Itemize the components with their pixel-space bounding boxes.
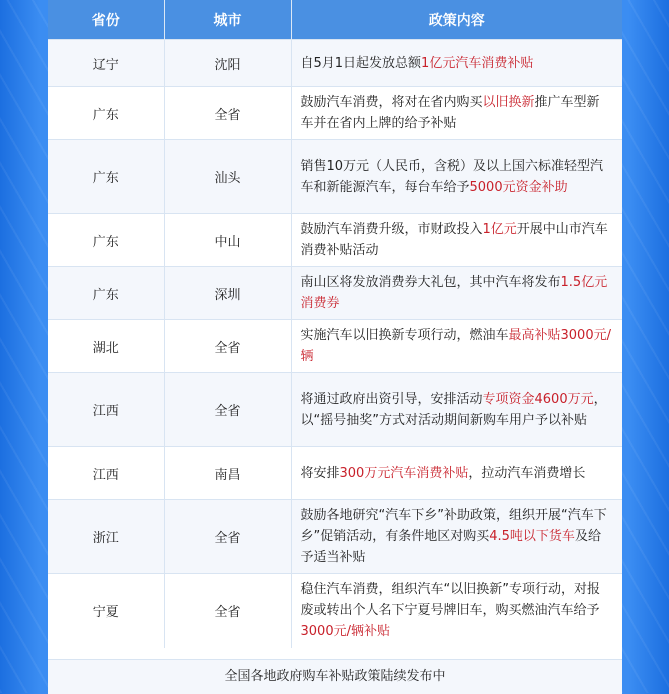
cell-city: 全省 bbox=[164, 574, 291, 648]
policy-highlight: 3000元/辆补贴 bbox=[300, 624, 390, 640]
table-row bbox=[48, 447, 622, 500]
cell-policy bbox=[291, 140, 622, 214]
policy-highlight: 以旧换新 bbox=[482, 95, 535, 110]
policy-highlight: 300万元汽车消费补贴 bbox=[339, 465, 469, 481]
cell-city: 深圳 bbox=[164, 267, 291, 320]
table-row bbox=[48, 87, 622, 140]
policy-highlight: 5000元资金补助 bbox=[469, 179, 568, 195]
table-row bbox=[48, 140, 622, 214]
cell-province: 江西 bbox=[48, 373, 164, 447]
cell-city: 全省 bbox=[164, 87, 291, 140]
table-row bbox=[48, 500, 622, 574]
cell-city: 中山 bbox=[164, 214, 291, 267]
policy-text: 自5月1日起发放总额 bbox=[300, 55, 422, 71]
policy-highlight: 1亿元 bbox=[482, 222, 517, 237]
background-decoration-right bbox=[621, 0, 669, 693]
policy-highlight: 1亿元汽车消费补贴 bbox=[421, 55, 534, 71]
policy-text: 鼓励各地研究“汽车下乡”补助政策，组织开展“汽车下乡”促销活动，有条件地区对购买 bbox=[300, 508, 607, 544]
cell-policy bbox=[291, 267, 622, 320]
table-row bbox=[48, 214, 622, 267]
cell-policy bbox=[291, 574, 622, 648]
cell-city: 南昌 bbox=[164, 447, 291, 500]
policy-text: ，以“摇号抽奖”方式对活动期间新购车用户予以补贴 bbox=[300, 391, 607, 428]
policy-text: ，拉动汽车消费增长 bbox=[468, 465, 586, 481]
table-row bbox=[48, 373, 622, 447]
cell-policy bbox=[291, 373, 622, 447]
header-province: 省份 bbox=[48, 0, 164, 40]
policy-text: 推广车型新车并在省内上牌的给予补贴 bbox=[300, 95, 600, 131]
policy-text: 及给予适当补贴 bbox=[300, 529, 601, 565]
cell-province: 广东 bbox=[48, 214, 164, 267]
cell-policy bbox=[291, 447, 622, 500]
policy-text: 销售10万元（人民币，含税）及以上国六标准轻型汽车和新能源汽车，每台车给予 bbox=[300, 158, 604, 195]
header-policy: 政策内容 bbox=[291, 0, 622, 40]
cell-policy bbox=[291, 500, 622, 574]
header-city: 城市 bbox=[164, 0, 291, 40]
cell-city: 全省 bbox=[164, 373, 291, 447]
cell-province: 湖北 bbox=[48, 320, 164, 373]
cell-province: 江西 bbox=[48, 447, 164, 500]
policy-text: 实施汽车以旧换新专项行动，燃油车 bbox=[300, 328, 509, 343]
background-decoration-left bbox=[0, 0, 48, 693]
table-row bbox=[48, 40, 622, 87]
cell-policy bbox=[291, 214, 622, 267]
cell-province: 浙江 bbox=[48, 500, 164, 574]
policy-highlight: 专项资金4600万元 bbox=[482, 391, 594, 407]
policy-text: 鼓励汽车消费升级，市财政投入 bbox=[300, 222, 483, 237]
cell-province: 广东 bbox=[48, 267, 164, 320]
policy-highlight: 1.5亿元消费券 bbox=[300, 275, 608, 311]
cell-province: 广东 bbox=[48, 87, 164, 140]
table-footer-note: 全国各地政府购车补贴政策陆续发布中 bbox=[48, 659, 622, 694]
cell-province: 辽宁 bbox=[48, 40, 164, 87]
policy-table-panel bbox=[48, 0, 622, 693]
table-body bbox=[48, 40, 622, 648]
table-row bbox=[48, 574, 622, 648]
policy-table bbox=[48, 0, 622, 648]
policy-text: 鼓励汽车消费，将对在省内购买 bbox=[300, 95, 483, 110]
policy-highlight: 4.5吨以下货车 bbox=[489, 529, 575, 544]
cell-policy bbox=[291, 87, 622, 140]
table-header-row bbox=[48, 0, 622, 40]
policy-text: 南山区将发放消费券大礼包，其中汽车将发布 bbox=[300, 275, 561, 290]
cell-city: 全省 bbox=[164, 320, 291, 373]
cell-city: 全省 bbox=[164, 500, 291, 574]
cell-policy bbox=[291, 40, 622, 87]
policy-text: 开展中山市汽车消费补贴活动 bbox=[300, 222, 608, 258]
cell-policy bbox=[291, 320, 622, 373]
policy-text: 稳住汽车消费，组织汽车“以旧换新”专项行动，对报废或转出个人名下宁夏号牌旧车，购买燃油汽车给予 bbox=[300, 582, 600, 619]
table-row bbox=[48, 267, 622, 320]
cell-city: 沈阳 bbox=[164, 40, 291, 87]
policy-text: 将通过政府出资引导，安排活动 bbox=[300, 391, 483, 407]
cell-province: 宁夏 bbox=[48, 574, 164, 648]
cell-province: 广东 bbox=[48, 140, 164, 214]
table-row bbox=[48, 320, 622, 373]
cell-city: 汕头 bbox=[164, 140, 291, 214]
policy-highlight: 最高补贴3000元/辆 bbox=[300, 328, 611, 364]
policy-text: 将安排 bbox=[300, 465, 340, 481]
